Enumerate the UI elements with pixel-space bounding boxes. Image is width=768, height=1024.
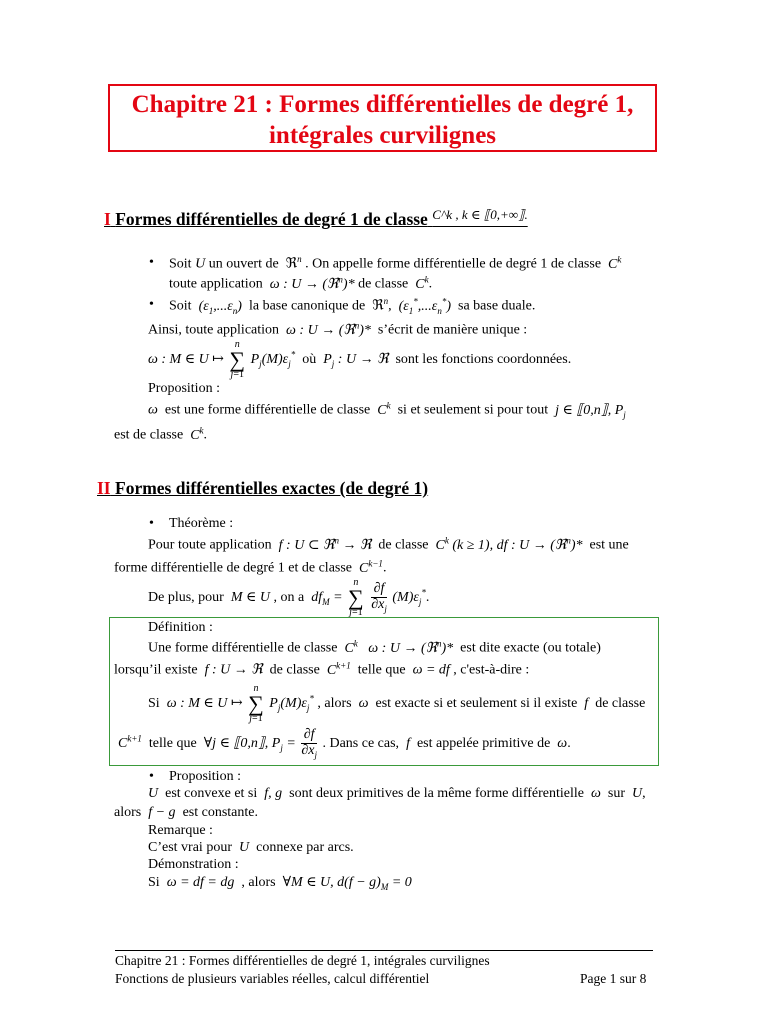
definition-line3: Si ω : M ∈ U ↦ n ∑ j=1 $P_j(M)\varepsilon_j^*$ , alors ω est exacte si et seulement si il existe f de classe: [148, 683, 646, 724]
definition-line1: Une forme différentielle de classe $C^k$ ω : U → (ℜ$^n$)* est dite exacte (ou totale): [148, 638, 601, 656]
text: est dite exacte (ou totale): [460, 640, 601, 656]
text: , alors: [317, 696, 352, 712]
chapter-title-box: [108, 84, 657, 152]
section1-heading: [104, 207, 528, 231]
partial-fraction: $\frac{\partial f}{\partial x_j}$: [371, 581, 387, 614]
text: alors: [114, 805, 142, 820]
text: de classe: [269, 662, 320, 678]
text: Si: [148, 875, 160, 890]
text: sa base duale.: [458, 298, 536, 314]
proposition2-line2: alors f − g est constante.: [114, 805, 258, 820]
text: est une: [589, 537, 629, 553]
section1-number: I: [104, 209, 111, 229]
text: de classe: [378, 537, 429, 553]
text: lorsqu’il existe: [114, 662, 198, 678]
text: Ainsi, toute application: [148, 322, 280, 338]
text: de classe: [595, 696, 646, 712]
bullet-soit-U: • Soit U un ouvert de ℜ$^n$ . On appelle forme différentielle de degré 1 de classe $C^k$: [169, 254, 621, 273]
theorem-line1: Pour toute application f : U ⊂ ℜ$^n$ → ℜ de classe $C^k$ (k ≥ 1), df : U → (ℜ$^n$)* est une: [148, 535, 629, 553]
text: Pour toute application: [148, 537, 272, 553]
footer-page-number: Page 1 sur 8: [580, 971, 647, 986]
text: si et seulement si pour tout: [397, 402, 549, 418]
remark-label: Remarque :: [148, 823, 213, 838]
section2-heading-text: Formes différentielles exactes (de degré 1): [115, 478, 429, 498]
bullet-base-canonique: • Soit $(\varepsilon_1,...\varepsilon_n)$ la base canonique de ℜ$^n$, $(\varepsilon_1^*,...\varepsilon_n^*)$ sa base duale.: [169, 296, 535, 317]
text: un ouvert de: [208, 256, 279, 272]
text: telle que: [148, 736, 197, 752]
sum-symbol: n ∑ j=1: [348, 577, 364, 618]
section1-heading-text: Formes différentielles de degré 1 de classe: [115, 209, 428, 229]
text: . On appelle forme différentielle de degré 1 de classe: [305, 256, 602, 272]
demo-label: Démonstration :: [148, 857, 239, 872]
section1-heading-math: C^k , k ∈ ⟦0,+∞⟧.: [432, 207, 528, 222]
text: sur: [607, 786, 625, 801]
para-ainsi: Ainsi, toute application ω : U → (ℜ$^n$)* s’écrit de manière unique :: [148, 320, 528, 338]
text: est de classe: [114, 427, 184, 443]
text: est une forme différentielle de classe: [164, 402, 371, 418]
text: Si: [148, 696, 160, 712]
chapter-title-line2: intégrales curvilignes: [268, 122, 497, 149]
definition-line2: lorsqu’il existe f : U → ℜ de classe $C^{k+1}$ telle que ω = df , c'est-à-dire :: [114, 660, 530, 678]
text: , c'est-à-dire :: [453, 662, 530, 678]
text: la base canonique de: [248, 298, 366, 314]
formula-omega: ω : M ∈ U ↦ n ∑ j=1 $P_j(M)\varepsilon_j^*$ où $P_j$ : U → ℜ sont les fonctions coordonnées.: [148, 339, 572, 380]
text: Soit: [169, 256, 192, 272]
text: sont deux primitives de la même forme différentielle: [289, 786, 584, 801]
footer-rule: [115, 950, 653, 951]
text: où: [302, 352, 317, 368]
theorem-line2: forme différentielle de degré 1 et de classe $C^{k-1}$.: [114, 558, 387, 576]
footer-line2: Fonctions de plusieurs variables réelles, calcul différentiel: [115, 971, 430, 986]
text: forme différentielle de degré 1 et de classe: [114, 560, 353, 576]
text: Une forme différentielle de classe: [148, 640, 338, 656]
text: sont les fonctions coordonnées.: [395, 352, 572, 368]
text: connexe par arcs.: [256, 840, 354, 855]
text: , alors: [241, 875, 276, 890]
text: s’écrit de manière unique :: [377, 322, 528, 338]
proposition2-label: • Proposition :: [169, 768, 241, 786]
text: est convexe et si: [165, 786, 258, 801]
text: Soit: [169, 298, 192, 314]
proposition-line1: ω est une forme différentielle de classe $C^k$ si et seulement si pour tout j ∈ ⟦0,n⟧, $P_j$: [148, 400, 626, 420]
text: telle que: [357, 662, 406, 678]
text: est exacte si et seulement si il existe: [375, 696, 578, 712]
proposition-line2: est de classe $C^k$.: [114, 425, 208, 443]
proposition-label: Proposition :: [148, 381, 220, 396]
definition-line4: $C^{k+1}$ telle que ∀j ∈ ⟦0,n⟧, $P_j$ = $\frac{\partial f}{\partial x_j}$ . Dans ce cas, f est appelée primitive de ω.: [118, 727, 571, 760]
bullet1-line2: toute application ω : U → (ℜ$^n$)* de classe $C^k$.: [169, 274, 433, 292]
text: , on a: [273, 590, 305, 606]
sum-symbol: n ∑ j=1: [248, 683, 264, 724]
demo-line: Si ω = df = dg , alors ∀M ∈ U, $d(f - g)_M = 0$: [148, 875, 412, 892]
theorem-label: • Théorème :: [169, 515, 233, 533]
remark-text: C’est vrai pour U connexe par arcs.: [148, 840, 354, 855]
text: est constante.: [182, 805, 258, 820]
definition-label: Définition :: [148, 620, 213, 635]
text: toute application: [169, 276, 263, 292]
partial-fraction: $\frac{\partial f}{\partial x_j}$: [301, 727, 317, 760]
text: . Dans ce cas,: [322, 736, 400, 752]
theorem-line3: De plus, pour M ∈ U , on a $df_M = n$ ∑ j=1 $\frac{\partial f}{\partial x_j}$ $(M)\varepsilon_j^*$.: [148, 577, 430, 618]
proposition2-line1: U est convexe et si f, g sont deux primitives de la même forme différentielle ω sur U,: [148, 786, 646, 801]
footer-line1: Chapitre 21 : Formes différentielles de degré 1, intégrales curvilignes: [115, 953, 490, 968]
section2-number: II: [97, 478, 111, 498]
text: de classe: [358, 276, 409, 292]
text: C’est vrai pour: [148, 840, 232, 855]
section2-heading: [97, 478, 428, 500]
sum-symbol: n ∑ j=1: [229, 339, 246, 380]
chapter-title-line1: Chapitre 21 : Formes différentielles de degré 1,: [131, 91, 634, 118]
text: est appelée primitive de: [416, 736, 551, 752]
text: De plus, pour: [148, 590, 224, 606]
